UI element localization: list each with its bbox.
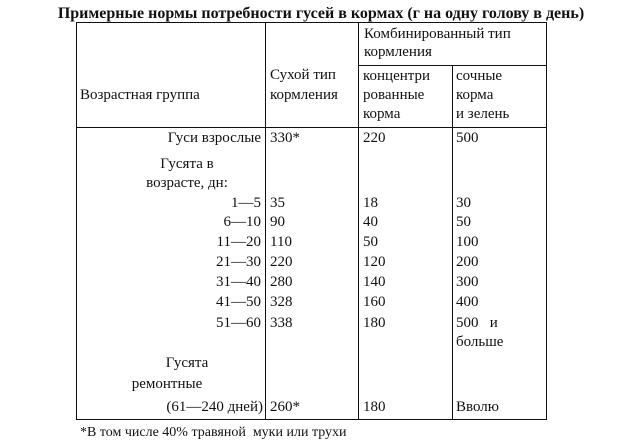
header-dry-2: кормления xyxy=(270,87,338,103)
header-age-group: Возрастная группа xyxy=(80,87,200,103)
header-bottom-line xyxy=(77,127,547,128)
col-divider-3 xyxy=(452,65,453,420)
conc-cell: 180 xyxy=(363,315,386,331)
juicy-cell: 300 xyxy=(456,274,479,290)
age-cell: 11—20 xyxy=(216,234,261,250)
header-conc-2: рованные xyxy=(363,87,425,103)
conc-cell: 120 xyxy=(363,254,386,270)
dry-cell: 90 xyxy=(270,214,285,230)
juicy-more-text: больше xyxy=(456,334,504,350)
repair-conc: 180 xyxy=(363,399,386,415)
dry-cell: 338 xyxy=(270,315,293,331)
conc-cell: 140 xyxy=(363,274,386,290)
juicy-cell: 30 xyxy=(456,195,471,211)
juicy-cell: 200 xyxy=(456,254,479,270)
header-conc-1: концентри xyxy=(363,68,431,84)
age-cell: 31—40 xyxy=(216,274,261,290)
dry-cell: 220 xyxy=(270,254,293,270)
age-cell: 21—30 xyxy=(216,254,261,270)
goslings-label-1: Гусята в xyxy=(160,156,214,172)
combined-subheader-line xyxy=(358,65,547,66)
repair-label-3: (61—240 дней) xyxy=(166,399,263,415)
table-title: Примерные нормы потребности гусей в кормах (г на одну голову в день) xyxy=(57,5,585,22)
juicy-cell: 500 и xyxy=(456,315,498,331)
adult-conc: 220 xyxy=(363,130,386,146)
header-combined-1: Комбинированный тип xyxy=(364,26,511,42)
header-dry-1: Сухой тип xyxy=(270,67,336,83)
conc-cell: 50 xyxy=(363,234,378,250)
header-juicy-1: сочные xyxy=(456,68,503,84)
juicy-cell: 400 xyxy=(456,294,479,310)
age-cell: 41—50 xyxy=(216,294,261,310)
header-juicy-2: корма xyxy=(456,87,494,103)
dry-cell: 110 xyxy=(270,234,292,250)
conc-cell: 18 xyxy=(363,195,378,211)
dry-cell: 35 xyxy=(270,195,285,211)
goslings-label-2: возрасте, дн: xyxy=(146,175,228,191)
repair-label-1: Гусята xyxy=(165,355,209,371)
adult-dry: 330* xyxy=(270,130,300,146)
header-conc-3: корма xyxy=(363,106,401,122)
repair-dry: 260* xyxy=(270,399,300,415)
footnote: *В том числе 40% травяной муки или трухи xyxy=(80,425,347,440)
dry-cell: 328 xyxy=(270,294,293,310)
feed-norms-table xyxy=(76,22,547,420)
repair-juicy: Вволю xyxy=(456,399,499,415)
age-cell: 1—5 xyxy=(231,195,261,211)
dry-cell: 280 xyxy=(270,274,293,290)
age-cell: 6—10 xyxy=(223,214,261,230)
conc-cell: 160 xyxy=(363,294,386,310)
juicy-cell: 50 xyxy=(456,214,471,230)
header-juicy-3: и зелень xyxy=(456,106,510,122)
header-combined-2: кормления xyxy=(364,44,432,60)
repair-label-2: ремонтные xyxy=(131,376,203,392)
adult-label: Гуси взрослые xyxy=(167,130,261,146)
age-cell: 51—60 xyxy=(216,315,261,331)
adult-juicy: 500 xyxy=(456,130,479,146)
juicy-cell: 100 xyxy=(456,234,479,250)
col-divider-2 xyxy=(358,23,359,420)
col-divider-1 xyxy=(265,23,266,420)
conc-cell: 40 xyxy=(363,214,378,230)
